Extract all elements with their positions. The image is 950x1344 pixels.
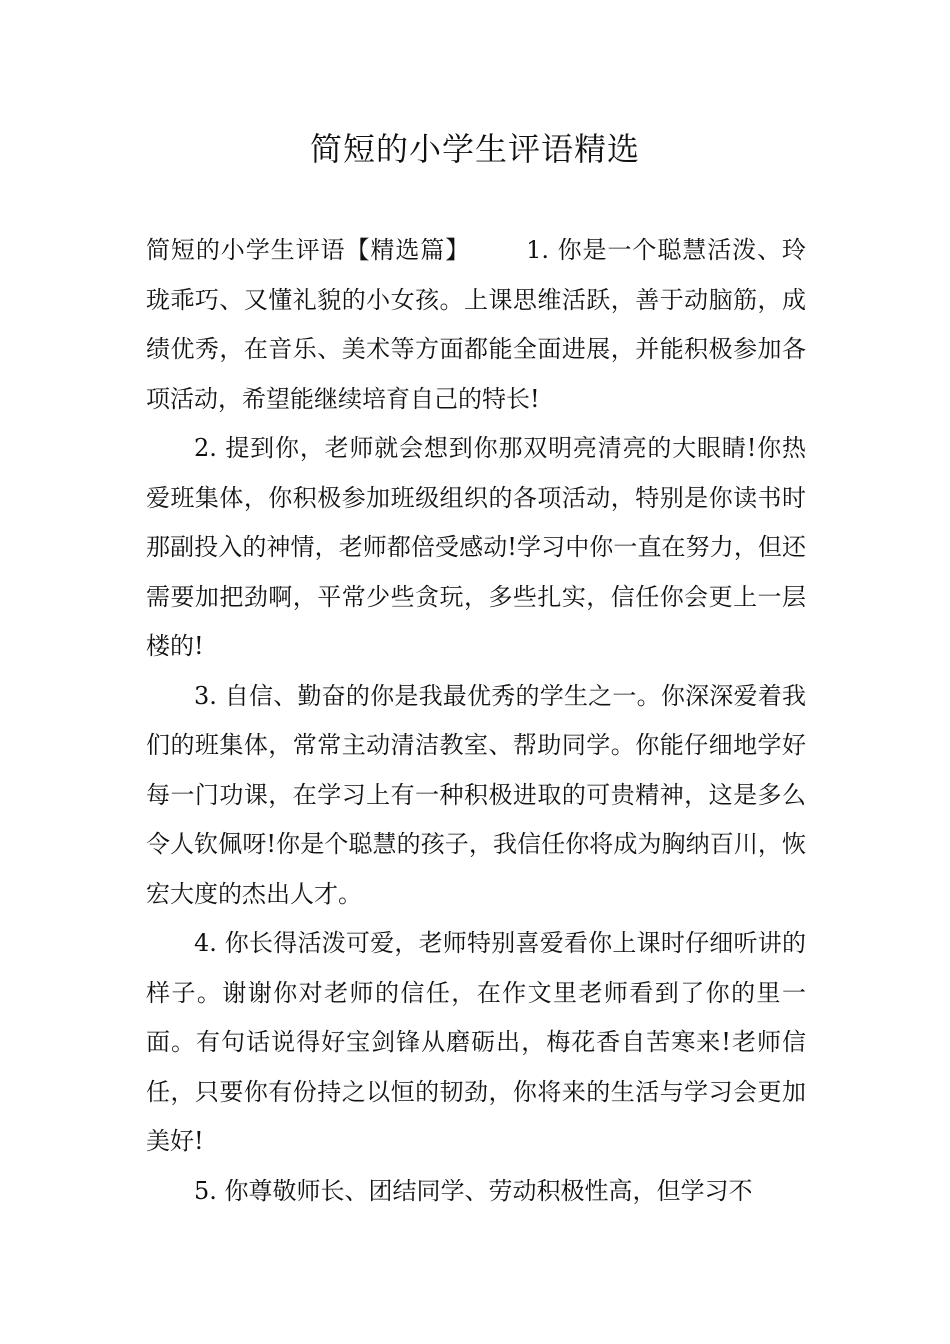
document-title: 简短的小学生评语精选	[309, 130, 640, 168]
intro-label: 简短的小学生评语【精选篇】	[146, 236, 471, 264]
comment-1: 1. 你是一个聪慧活泼、玲珑乖巧、又懂礼貌的小女孩。上课思维活跃，善于动脑筋，成绩优秀，在音乐、美术等方面都能全面进展，并能积极参加各项活动，希望能继续培育自己的特长!	[146, 236, 807, 413]
comment-4: 4. 你长得活泼可爱，老师特别喜爱看你上课时仔细听讲的样子。谢谢你对老师的信任，在作文里老师看到了你的里一面。有句话说得好宝剑锋从磨砺出，梅花香自苦寒来!老师信任，只要你有份持之以恒的韧劲，你将来的生活与学习会更加美好!	[146, 929, 806, 1155]
comment-2: 2. 提到你，老师就会想到你那双明亮清亮的大眼睛!你热爱班集体，你积极参加班级组织的各项活动，特别是你读书时那副投入的神情，老师都倍受感动!学习中你一直在努力，但还需要加把劲啊，平常少些贪玩，多些扎实，信任你会更上一层楼的!	[146, 434, 806, 660]
intro-paragraph	[146, 226, 806, 424]
document-body	[146, 226, 806, 1216]
comment-5: 5. 你尊敬师长、团结同学、劳动积极性高，但学习不	[194, 1176, 753, 1205]
comment-3: 3. 自信、勤奋的你是我最优秀的学生之一。你深深爱着我们的班集体，常常主动清洁教室、帮助同学。你能仔细地学好每一门功课，在学习上有一种积极进取的可贵精神，这是多么令人钦佩呀!你是个聪慧的孩子，我信任你将成为胸纳百川，恢宏大度的杰出人才。	[146, 681, 806, 908]
